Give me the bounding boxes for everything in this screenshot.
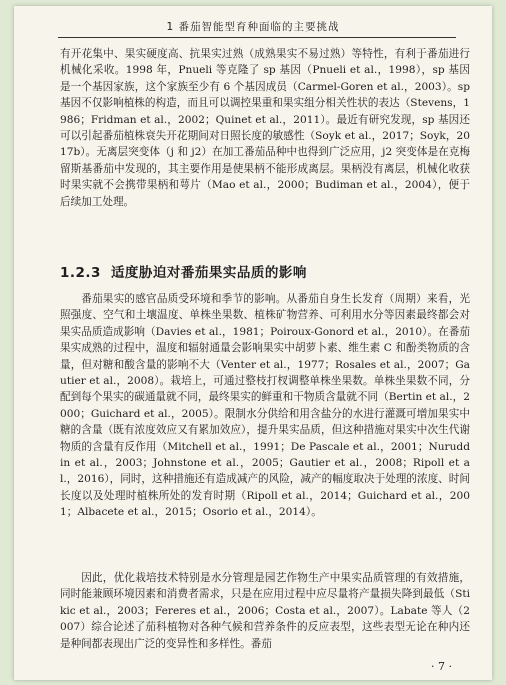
paragraph-text: 因此，优化栽培技术特别是水分管理是园艺作物生产中果实品质管理的有效措施，同时能兼顾环境因素和消费者需求，只是在应用过程中应尽量将产量损失降到最低（Stikic et al.，2003；Fereres et al.，2006；Costa et al.，2007）。Labate 等人（2007）综合论述了茄科植物对各种气候和营养条件的反应表型，这些表型无论在种内还是种间都表现出广泛的变异性和多样性。番茄 [60, 572, 470, 650]
paragraph-section-1 [60, 291, 470, 521]
running-header: 1 番茄智能型育种面临的主要挑战 [166, 21, 340, 33]
paragraph-continued [60, 46, 470, 210]
paragraph-text: 番茄果实的感官品质受环境和季节的影响。从番茄自身生长发育（周期）来看，光照强度、空气和土壤温度、单株坐果数、植株矿物营养、可利用水分等因素最终都会对果实品质造成影响（Davies et al.，1981；Poiroux-Gonord et al.，2010）。在番茄果实成熟的过程中，温度和辐射通量会影响果实中胡萝卜素、维生素 C 和酚类物质的含量，但对糖和酸含量的影响不大（Venter et al.，1977；Rosales et al.，2007；Gautier et al.，2008）。栽培上，可通过整枝打杈调整单株坐果数。单株坐果数不同，分配到每个果实的碳通量就不同，最终果实的鲜重和干物质含量就不同（Bertin et al.，2000；Guichard et al.，2005）。限制水分供给和用含盐分的水进行灌溉可增加果实中糖的含量（既有浓度效应又有累加效应），提升果实品质，但这种措施对果实中次生代谢物质的含量有反作用（Mitchell et al.，1991；De Pascale et al.，2001；Nuruddin et al.，2003；Johnstone et al.，2005；Gautier et al.，2008；Ripoll et al.，2016），同时，这种措施还有造成减产的风险，减产的幅度取决于处理的浓度、时间长度以及处理时植株所处的发育时期（Ripoll et al.，2014；Guichard et al.，2001；Albacete et al.，2015；Osorio et al.，2014）。 [60, 293, 470, 519]
paragraph-text: 有开花集中、果实硬度高、抗果实过熟（成熟果实不易过熟）等特性，有利于番茄进行机械化采收。1998 年，Pnueli 等克隆了 sp 基因（Pnueli et al.，1998），sp 基因是一个基因家族，这个家族至少有 6 个基因成员（Carmel-Goren et al.，2003）。sp 基因不仅影响植株的构造，而且可以调控果重和果实组分相关性状的表达（Stevens，1986；Fridman et al.，2002；Quinet et al.，2011）。最近有研究发现，sp 基因还可以引起番茄植株衰失开花期间对日照长度的敏感性（Soyk et al.，2017；Soyk，2017b）。无离层突变体（j 和 j2）在加工番茄品种中也得到广泛应用，j2 突变体是在克梅留斯基番茄中发现的，其主要作用是使果柄不能形成离层。果柄没有离层，机械化收获时果实就不会携带果柄和萼片（Mao et al.，2000；Budiman et al.，2004），便于后续加工处理。 [60, 48, 470, 208]
section-number: 1.2.3 [60, 265, 101, 281]
paragraph-section-2 [60, 570, 470, 652]
section-title: 适度胁迫对番茄果实品质的影响 [110, 265, 307, 281]
document-page [14, 6, 492, 680]
section-heading [60, 261, 307, 281]
header-rule [58, 37, 456, 38]
page-number: · 7 · [431, 660, 452, 673]
